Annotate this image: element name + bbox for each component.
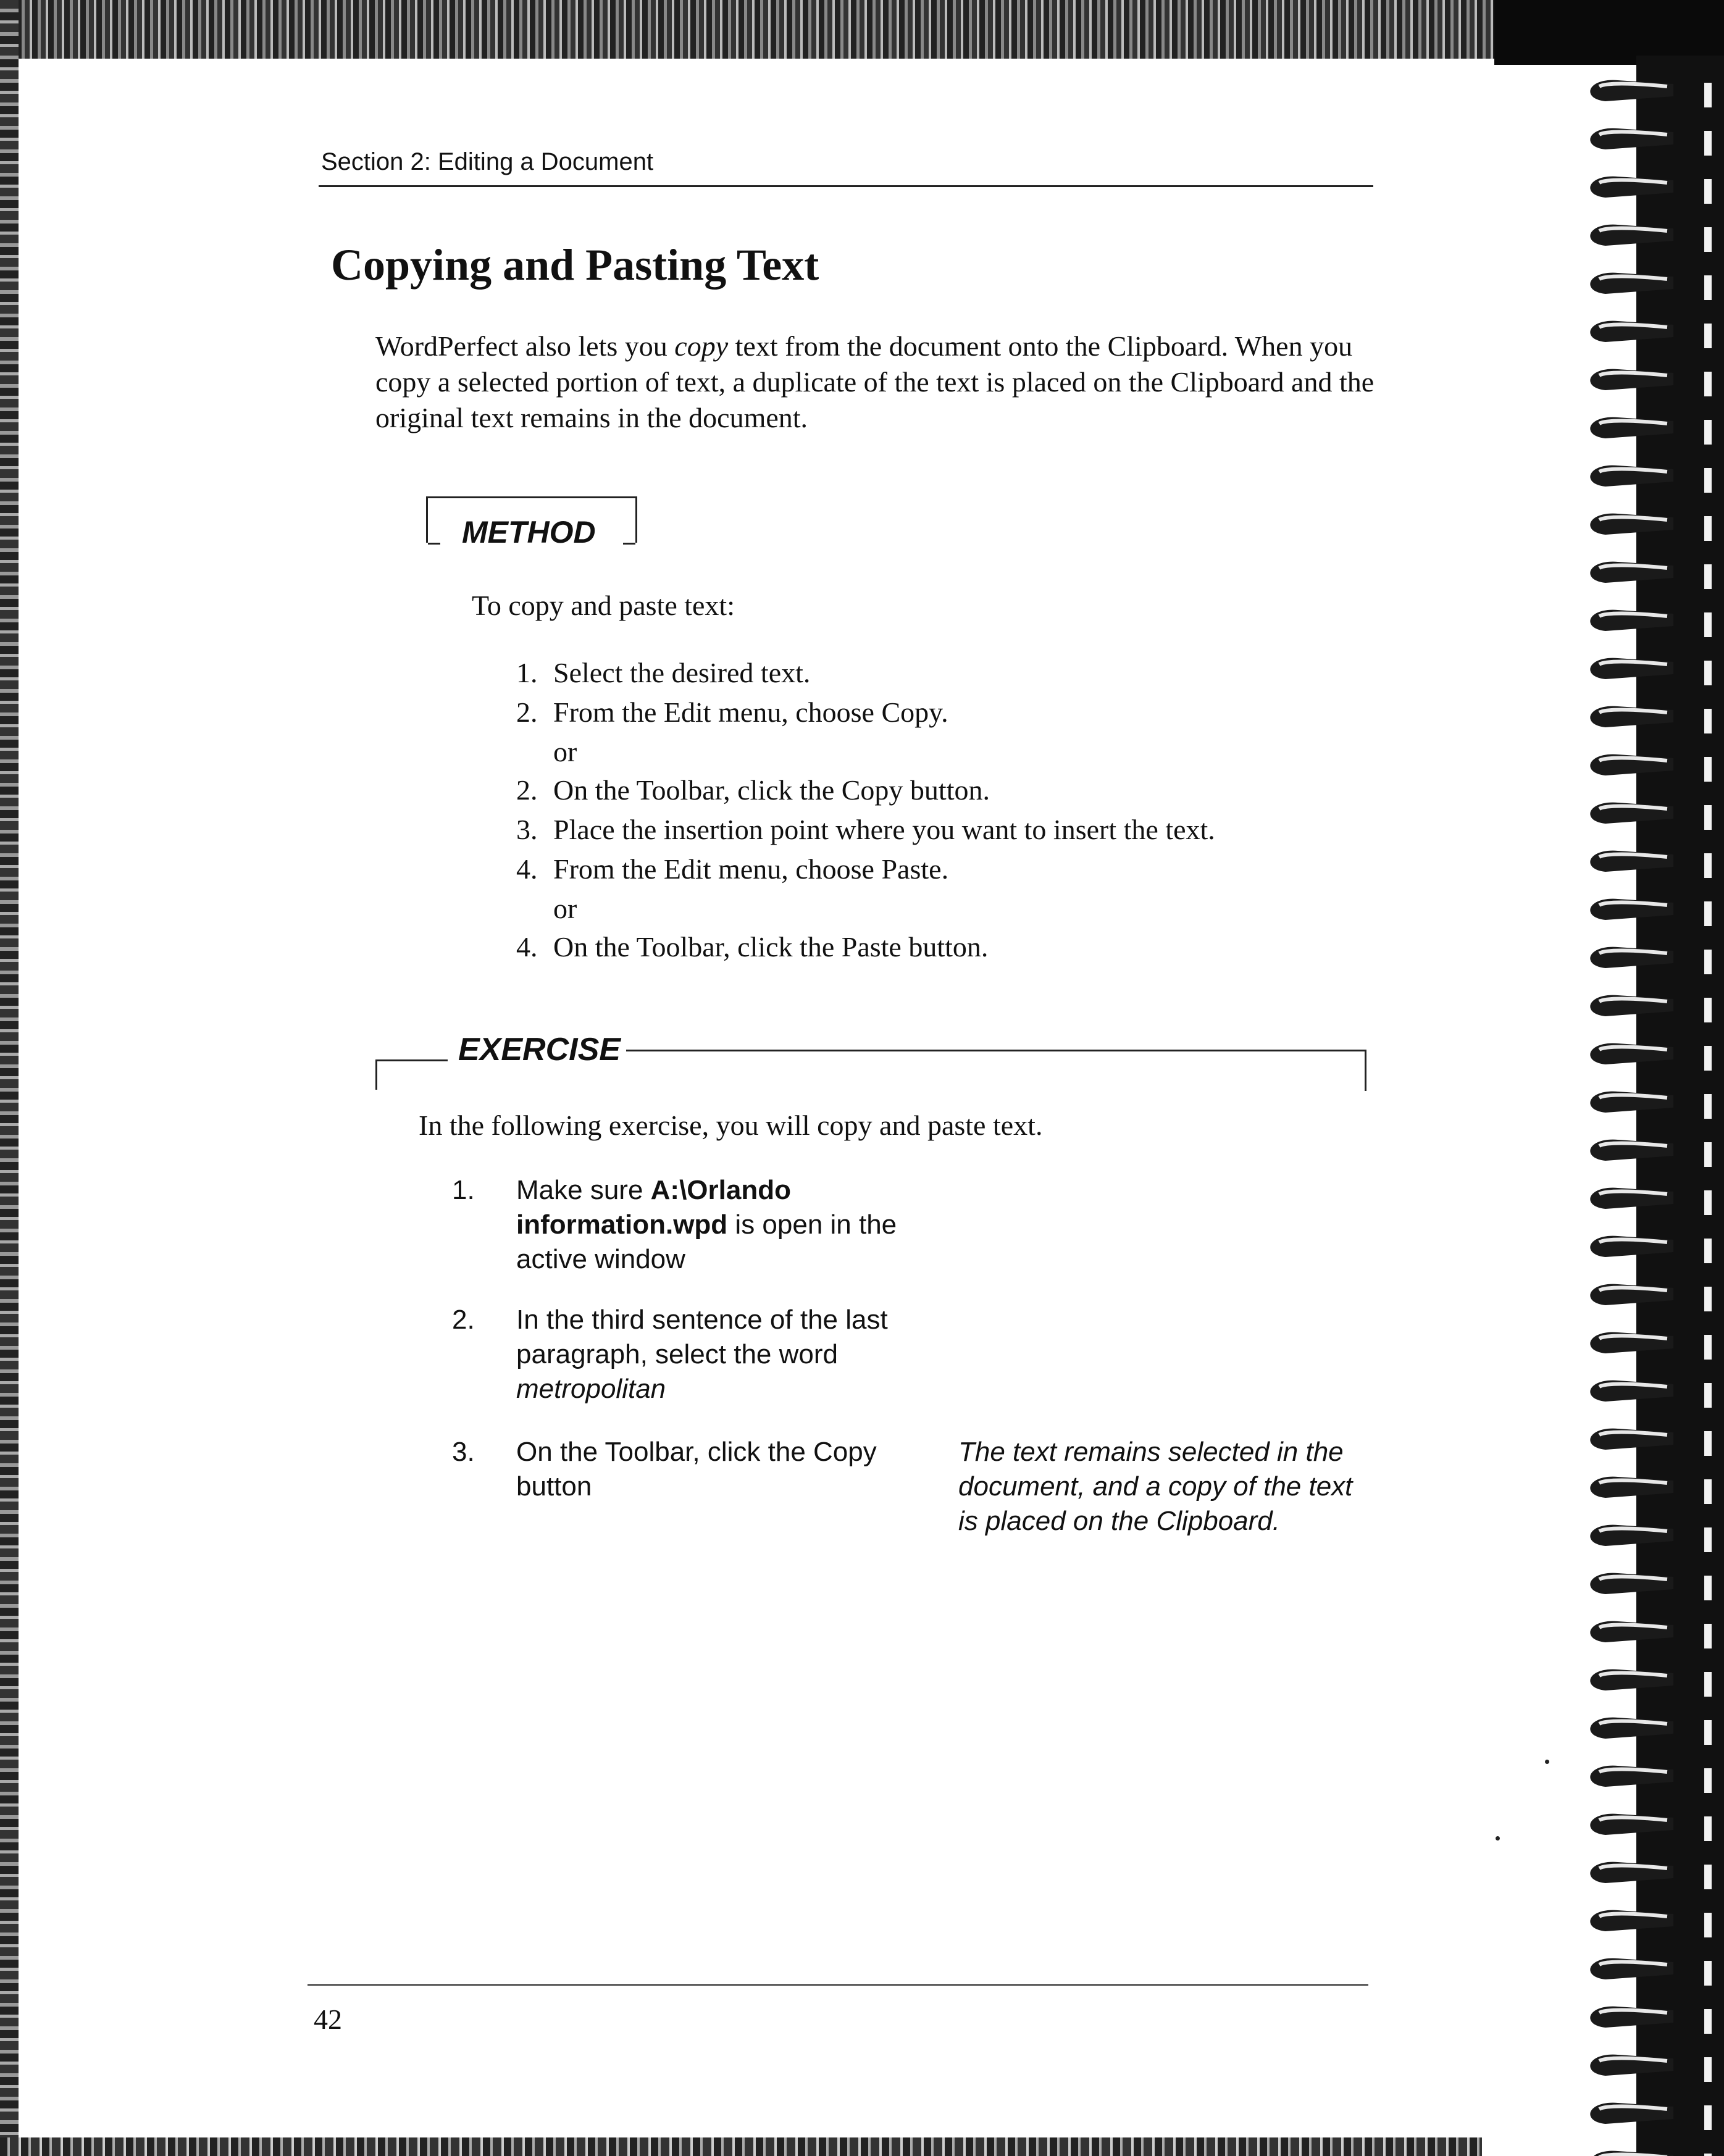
exercise-step-text <box>516 1173 936 1277</box>
scan-speck <box>1496 1836 1500 1841</box>
step-number: 4. <box>516 853 538 885</box>
exercise-step-number: 1. <box>452 1175 475 1205</box>
intro-emphasis: copy <box>674 330 729 362</box>
exercise-step-number: 3. <box>452 1437 475 1467</box>
target-word: metropolitan <box>516 1374 666 1404</box>
exercise-intro: In the following exercise, you will copy and paste text. <box>419 1109 1043 1141</box>
method-step <box>516 771 1215 810</box>
exercise-frame-right <box>626 1050 1366 1091</box>
or-text: or <box>553 736 577 767</box>
exercise-step-text <box>516 1303 936 1406</box>
method-step <box>516 850 1215 889</box>
method-step <box>516 927 1215 967</box>
or-text: or <box>553 893 577 924</box>
step-text: On the Toolbar, click the Paste button. <box>553 931 989 963</box>
scan-border-bottom <box>0 2137 1482 2156</box>
step-number: 3. <box>516 814 538 845</box>
method-step-or <box>516 732 1215 771</box>
step-number: 2. <box>516 696 538 728</box>
spiral-binding <box>1581 56 1724 2156</box>
exercise-step-note: The text remains selected in the document, and a copy of the text is placed on the Clipboard. <box>958 1437 1353 1536</box>
method-step-or <box>516 889 1215 927</box>
intro-paragraph <box>375 328 1388 436</box>
exercise-step-suffix: is open in the active window <box>516 1210 897 1274</box>
step-text: Place the insertion point where you want to insert the text. <box>553 814 1215 845</box>
header-rule <box>319 185 1373 187</box>
method-step <box>516 653 1215 693</box>
page-number: 42 <box>314 2003 342 2035</box>
scan-speck <box>1545 1760 1549 1764</box>
file-path: A:\Orlando information.wpd <box>516 1175 791 1240</box>
exercise-step-prefix: In the third sentence of the last paragraph, select the word <box>516 1305 888 1369</box>
step-text: From the Edit menu, choose Copy. <box>553 696 948 728</box>
intro-before: WordPerfect also lets you <box>375 330 675 362</box>
step-text: On the Toolbar, click the Copy button. <box>553 774 990 806</box>
method-intro: To copy and paste text: <box>472 590 735 621</box>
exercise-step-text: On the Toolbar, click the Copy button <box>516 1437 877 1502</box>
intro-after: text from the document onto the Clipboard. When you copy a selected portion of text, a duplicate of the text is placed on the Clipboard and the original text remains in the document. <box>375 330 1375 433</box>
method-steps <box>516 653 1215 967</box>
step-number: 4. <box>516 931 538 963</box>
step-number: 2. <box>516 774 538 806</box>
exercise-label: EXERCISE <box>458 1032 621 1068</box>
method-step <box>516 693 1215 732</box>
step-text: From the Edit menu, choose Paste. <box>553 853 949 885</box>
section-header: Section 2: Editing a Document <box>321 148 654 175</box>
exercise-step-prefix: Make sure <box>516 1175 651 1205</box>
step-number: 1. <box>516 657 538 688</box>
exercise-frame-left <box>375 1059 448 1090</box>
page-title: Copying and Pasting Text <box>331 240 819 290</box>
method-label: METHOD <box>462 515 596 549</box>
scan-border-left <box>0 0 19 2156</box>
method-step <box>516 810 1215 850</box>
footer-rule <box>308 1984 1368 1986</box>
step-text: Select the desired text. <box>553 657 811 688</box>
scan-border-top <box>0 0 1494 59</box>
exercise-step-number: 2. <box>452 1305 475 1335</box>
